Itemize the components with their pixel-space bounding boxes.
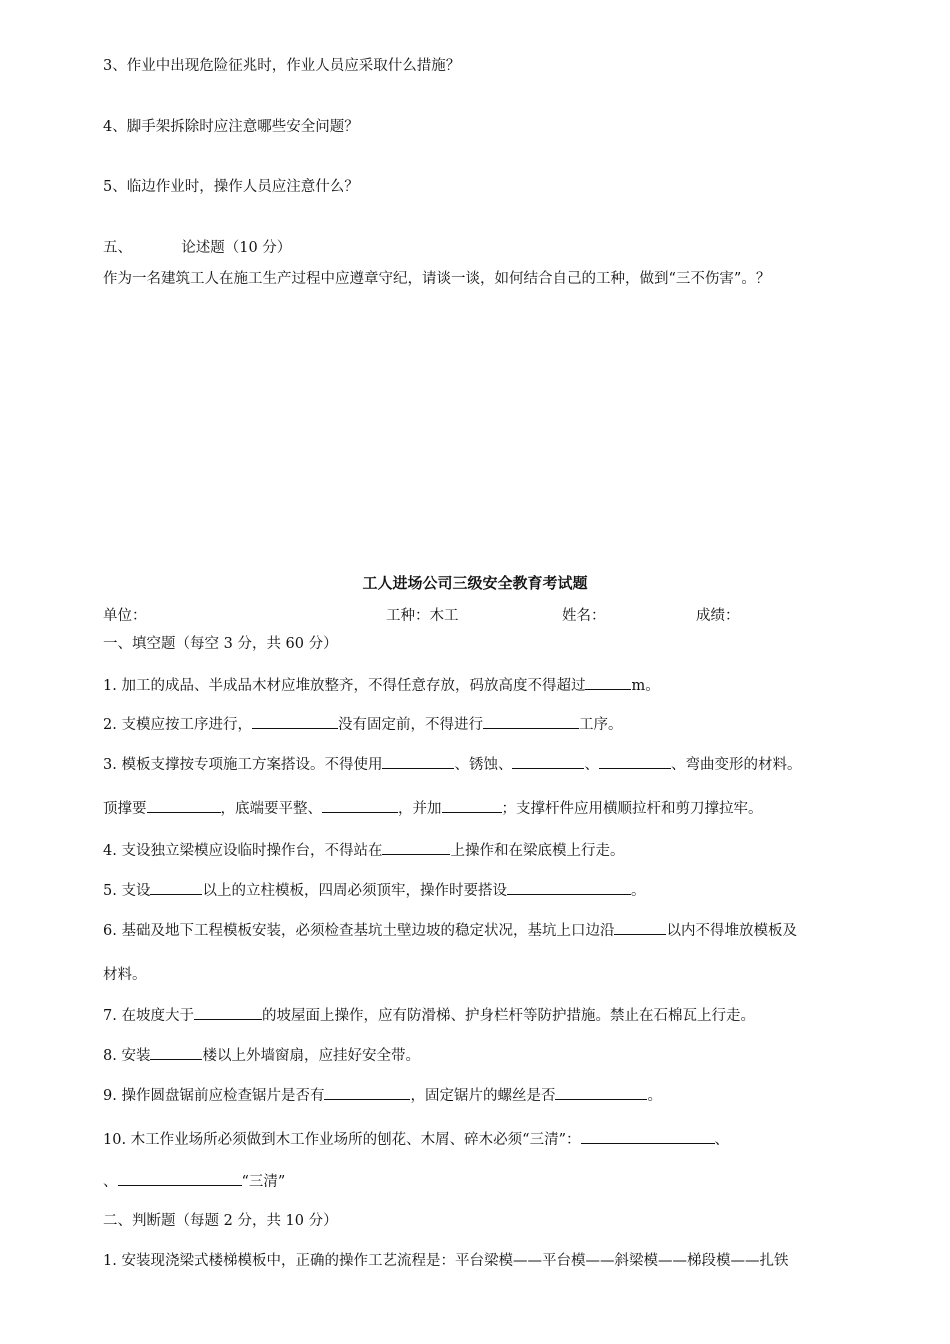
question-text: m。 [631,678,660,694]
question-text: 、 [584,757,599,773]
question-text: 、 [103,1174,118,1190]
fill-question-10 [103,1129,729,1150]
name-label: 姓名： [562,608,606,624]
fill-question-1 [103,675,660,696]
answer-blank[interactable] [147,798,221,813]
answer-blank[interactable] [507,880,631,895]
answer-blank[interactable] [322,798,398,813]
question-text: 以内不得堆放模板及 [666,923,797,939]
fill-question-5 [103,880,645,901]
question-text: 以上的立柱模板，四周必须顶牢，操作时要搭设 [202,883,507,899]
answer-blank[interactable] [555,1085,647,1100]
essay-question: 作为一名建筑工人在施工生产过程中应遵章守纪，请谈一谈，如何结合自己的工种，做到“三不伤害”。？ [103,271,771,287]
section-1-heading: 一、填空题（每空 3 分，共 60 分） [103,636,338,652]
question-text: 上操作和在梁底模上行走。 [450,843,625,859]
question-text: “三清” [241,1174,286,1190]
question-text: 、锈蚀、 [454,757,513,773]
answer-blank[interactable] [382,754,454,769]
question-text: 顶撑要 [103,801,147,817]
answer-blank[interactable] [581,1129,715,1144]
answer-blank[interactable] [614,920,666,935]
fill-question-9 [103,1085,662,1106]
fill-question-7 [103,1005,755,1026]
question-text: ，并加 [398,801,442,817]
question-text: 8. 安装 [103,1048,151,1064]
trade-label: 工种：木工 [386,608,459,624]
question-text: 、 [714,1132,729,1148]
question-text: 工序。 [578,717,623,733]
question-text: ，底端要平整、 [220,801,322,817]
question-5: 5、临边作业时，操作人员应注意什么？ [103,179,359,195]
question-text: 、弯曲变形的材料。 [670,757,802,773]
question-text: 3. 模板支撑按专项施工方案搭设。不得使用 [103,757,383,773]
fill-question-4 [103,840,624,861]
answer-blank[interactable] [599,754,671,769]
fill-question-6-continued: 材料。 [103,967,147,983]
question-text: 10. 木工作业场所必须做到木工作业场所的刨花、木屑、碎木必须“三清”： [103,1132,581,1148]
answer-blank[interactable] [512,754,584,769]
judge-question-1: 1. 安装现浇梁式楼梯模板中，正确的操作工艺流程是：平台梁模——平台模——斜梁模——梯段模——扎铁 [103,1253,789,1269]
question-text: 楼以上外墙窗扇，应挂好安全带。 [202,1048,420,1064]
answer-blank[interactable] [442,798,502,813]
fill-question-8 [103,1045,420,1066]
question-text: 6. 基础及地下工程模板安装，必须检查基坑土壁边坡的稳定状况，基坑上口边沿 [103,923,615,939]
question-text: 。 [630,883,646,899]
answer-blank[interactable] [118,1171,242,1186]
answer-blank[interactable] [483,714,579,729]
section-5-title: 论述题（10 分） [181,240,292,256]
section-5-heading [103,238,291,258]
question-text: 4. 支设独立梁模应设临时操作台，不得站在 [103,843,383,859]
question-text: 的坡屋面上操作，应有防滑梯、护身栏杆等防护措施。禁止在石棉瓦上行走。 [261,1008,755,1024]
fill-question-10-continued [103,1171,285,1192]
question-text: 9. 操作圆盘锯前应检查锯片是否有 [103,1088,325,1104]
score-label: 成绩： [696,608,740,624]
answer-blank[interactable] [194,1005,262,1020]
section-5-number: 五、 [103,240,132,256]
question-3: 3、作业中出现危险征兆时，作业人员应采取什么措施？ [103,58,461,74]
question-text: 2. 支模应按工序进行， [103,717,252,733]
fill-question-3 [103,754,801,775]
question-text: ，固定锯片的螺丝是否 [410,1088,556,1104]
exam-title: 工人进场公司三级安全教育考试题 [362,574,588,592]
unit-label: 单位： [103,608,147,624]
fill-question-2 [103,714,622,735]
question-text: 。 [647,1088,662,1104]
question-4: 4、脚手架拆除时应注意哪些安全问题？ [103,119,359,135]
fill-question-3-continued [103,798,763,819]
fill-question-6 [103,920,797,941]
answer-blank[interactable] [585,675,631,690]
answer-blank[interactable] [150,880,202,895]
section-2-heading: 二、判断题（每题 2 分，共 10 分） [103,1213,338,1229]
question-text: 1. 加工的成品、半成品木材应堆放整齐，不得任意存放，码放高度不得超过 [103,678,586,694]
question-text: 5. 支设 [103,883,151,899]
answer-blank[interactable] [150,1045,202,1060]
question-text: ；支撑杆件应用横顺拉杆和剪刀撑拉牢。 [501,801,763,817]
question-text: 没有固定前，不得进行 [337,717,483,733]
answer-blank[interactable] [382,840,450,855]
question-text: 7. 在坡度大于 [103,1008,194,1024]
answer-blank[interactable] [324,1085,410,1100]
answer-blank[interactable] [252,714,338,729]
